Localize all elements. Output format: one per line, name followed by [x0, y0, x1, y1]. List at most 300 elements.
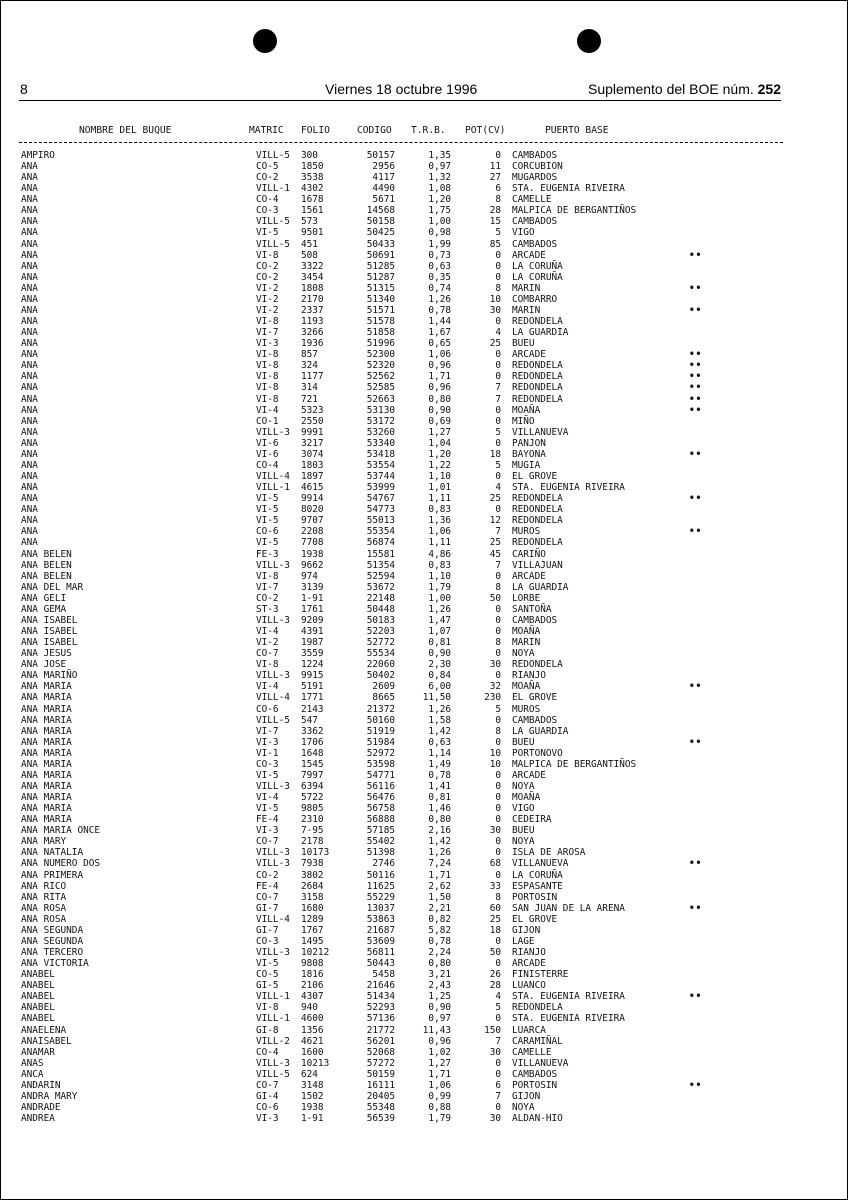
power: 7	[495, 559, 501, 571]
trb: 0,83	[428, 504, 451, 516]
vessel-name: ANA MARIA	[21, 681, 72, 693]
codigo: 50116	[366, 869, 395, 881]
table-row	[1, 704, 847, 715]
codigo: 53554	[366, 459, 395, 471]
trb: 11,43	[422, 1024, 451, 1036]
matric: VI-8	[256, 316, 279, 328]
matric: VILL-3	[256, 426, 290, 438]
vessel-name: ANABEL	[21, 1002, 55, 1014]
power: 0	[495, 349, 501, 361]
table-row	[1, 947, 847, 958]
power: 0	[495, 1102, 501, 1114]
vessel-name: ANA	[21, 371, 38, 383]
vessel-name: ANDRADE	[21, 1102, 61, 1114]
vessel-name: ANA	[21, 482, 38, 494]
marker: ••	[689, 282, 703, 294]
codigo: 51434	[366, 991, 395, 1003]
table-row	[1, 847, 847, 858]
table-row	[1, 792, 847, 803]
vessel-name: ANA	[21, 238, 38, 250]
folio: 3217	[301, 437, 324, 449]
vessel-name: ANA DEL MAR	[21, 581, 84, 593]
trb: 0,65	[428, 338, 451, 350]
folio: 451	[301, 238, 318, 250]
home-port: MARIN	[512, 637, 541, 649]
home-port: SAN JUAN DE LA ARENA	[512, 902, 625, 914]
power: 5	[495, 227, 501, 239]
trb: 0,96	[428, 360, 451, 372]
matric: VILL-3	[256, 670, 290, 682]
matric: VI-4	[256, 792, 279, 804]
codigo: 53172	[366, 415, 395, 427]
matric: GI-8	[256, 1024, 279, 1036]
col-header-puerto: PUERTO BASE	[545, 125, 609, 136]
matric: CO-3	[256, 205, 279, 217]
header-rule	[19, 100, 781, 101]
codigo: 51919	[366, 725, 395, 737]
trb: 3,21	[428, 969, 451, 981]
matric: VILL-5	[256, 150, 290, 161]
power: 0	[495, 360, 501, 372]
table-row	[1, 571, 847, 582]
folio: 2310	[301, 814, 324, 826]
codigo: 55402	[366, 836, 395, 848]
vessel-name: ANA MARIA ONCE	[21, 825, 101, 837]
trb: 1,02	[428, 1046, 451, 1058]
power: 6	[495, 183, 501, 195]
power: 4	[495, 327, 501, 339]
trb: 1,10	[428, 471, 451, 483]
marker: ••	[689, 526, 703, 538]
home-port: REDONDELA	[512, 360, 563, 372]
table-row	[1, 405, 847, 416]
codigo: 2746	[372, 858, 395, 870]
codigo: 55013	[366, 515, 395, 527]
power: 5	[495, 459, 501, 471]
home-port: NOYA	[512, 648, 535, 660]
home-port: EL GROVE	[512, 471, 558, 483]
matric: VI-2	[256, 293, 279, 305]
table-row	[1, 194, 847, 205]
home-port: REDONDELA	[512, 316, 563, 328]
folio: 3158	[301, 891, 324, 903]
folio: 1803	[301, 459, 324, 471]
trb: 1,11	[428, 537, 451, 549]
folio: 2106	[301, 980, 324, 992]
home-port: RIANJO	[512, 947, 546, 959]
vessel-name: ANA MARIA	[21, 769, 72, 781]
home-port: ARCADE	[512, 570, 546, 582]
folio: 6394	[301, 780, 324, 792]
matric: VI-2	[256, 282, 279, 294]
home-port: PORTOSIN	[512, 1079, 558, 1091]
home-port: STA. EUGENIA RIVEIRA	[512, 1013, 625, 1025]
codigo: 54773	[366, 504, 395, 516]
vessel-name: ANA MARIA	[21, 747, 72, 759]
table-row	[1, 637, 847, 648]
power: 0	[495, 271, 501, 283]
table-row	[1, 250, 847, 261]
codigo: 15581	[366, 548, 395, 560]
home-port: CAMBADOS	[512, 238, 558, 250]
table-row	[1, 161, 847, 172]
matric: VI-7	[256, 725, 279, 737]
codigo: 50159	[366, 1068, 395, 1080]
folio: 2208	[301, 526, 324, 538]
folio: 3148	[301, 1079, 324, 1091]
trb: 0,84	[428, 670, 451, 682]
trb: 2,16	[428, 825, 451, 837]
table-row	[1, 216, 847, 227]
folio: 1938	[301, 1102, 324, 1114]
home-port: LA GUARDIA	[512, 327, 569, 339]
home-port: MALPICA DE BERGANTIÑOS	[512, 205, 637, 217]
vessel-name: ANA	[21, 537, 38, 549]
matric: VILL-5	[256, 238, 290, 250]
folio: 9707	[301, 515, 324, 527]
folio: 1987	[301, 637, 324, 649]
vessel-name: ANA MARY	[21, 836, 67, 848]
home-port: LORBE	[512, 592, 541, 604]
folio: 1648	[301, 747, 324, 759]
trb: 1,00	[428, 592, 451, 604]
vessel-name: ANA BELEN	[21, 570, 72, 582]
folio: 1545	[301, 758, 324, 770]
table-row	[1, 471, 847, 482]
folio: 4307	[301, 991, 324, 1003]
trb: 0,99	[428, 1090, 451, 1102]
power: 0	[495, 260, 501, 272]
codigo: 51858	[366, 327, 395, 339]
codigo: 52293	[366, 1002, 395, 1014]
table-row	[1, 858, 847, 869]
trb: 0,90	[428, 404, 451, 416]
home-port: LUARCA	[512, 1024, 546, 1036]
punch-hole-left	[253, 29, 277, 53]
vessel-name: ANA	[21, 471, 38, 483]
matric: CO-2	[256, 271, 279, 283]
home-port: MOAÑA	[512, 792, 541, 804]
col-header-codigo: CODIGO	[357, 125, 392, 136]
folio: 4302	[301, 183, 324, 195]
home-port: RIANJO	[512, 670, 546, 682]
power: 0	[495, 371, 501, 383]
trb: 1,42	[428, 725, 451, 737]
home-port: MOAÑA	[512, 626, 541, 637]
power: 5	[495, 426, 501, 438]
vessel-name: AMPIRO	[21, 150, 55, 161]
table-row	[1, 748, 847, 759]
table-row	[1, 737, 847, 748]
power: 0	[495, 316, 501, 328]
matric: VILL-3	[256, 858, 290, 870]
power: 0	[495, 1057, 501, 1069]
matric: VI-2	[256, 304, 279, 316]
vessel-name: ANCA	[21, 1068, 44, 1080]
codigo: 57136	[366, 1013, 395, 1025]
home-port: MUGARDOS	[512, 172, 558, 184]
power: 30	[489, 1113, 501, 1125]
folio: 1936	[301, 338, 324, 350]
table-row	[1, 814, 847, 825]
vessel-name: ANA NATALIA	[21, 847, 84, 859]
table-row	[1, 482, 847, 493]
table-row	[1, 781, 847, 792]
power: 50	[489, 947, 501, 959]
codigo: 5671	[372, 194, 395, 206]
matric: VI-1	[256, 747, 279, 759]
table-row	[1, 183, 847, 194]
matric: VILL-3	[256, 1057, 290, 1069]
power: 8	[495, 282, 501, 294]
trb: 1,79	[428, 1113, 451, 1125]
codigo: 54767	[366, 493, 395, 505]
marker: ••	[689, 448, 703, 460]
power: 25	[489, 338, 501, 350]
marker: ••	[689, 1079, 703, 1091]
home-port: VIGO	[512, 227, 535, 239]
folio: 1-91	[301, 592, 324, 604]
vessel-name: ANA MARIA	[21, 736, 72, 748]
vessel-name: ANA TERCERO	[21, 947, 84, 959]
codigo: 14568	[366, 205, 395, 217]
trb: 1,06	[428, 349, 451, 361]
matric: CO-2	[256, 592, 279, 604]
codigo: 50425	[366, 227, 395, 239]
table-row	[1, 560, 847, 571]
folio: 1-91	[301, 1113, 324, 1125]
vessel-name: ANA MARIA	[21, 703, 72, 715]
header-dashed-rule	[19, 142, 783, 143]
power: 30	[489, 1046, 501, 1058]
folio: 4615	[301, 482, 324, 494]
matric: CO-6	[256, 1102, 279, 1114]
matric: VI-8	[256, 349, 279, 361]
table-row	[1, 338, 847, 349]
vessel-name: ANA	[21, 382, 38, 394]
power: 8	[495, 194, 501, 206]
folio: 4621	[301, 1035, 324, 1047]
matric: VILL-3	[256, 847, 290, 859]
power: 4	[495, 482, 501, 494]
matric: VILL-4	[256, 692, 290, 704]
trb: 0,63	[428, 260, 451, 272]
trb: 0,88	[428, 1102, 451, 1114]
power: 7	[495, 1090, 501, 1102]
table-row	[1, 648, 847, 659]
home-port: CEDEIRA	[512, 814, 552, 826]
table-row	[1, 526, 847, 537]
power: 0	[495, 769, 501, 781]
codigo: 4117	[372, 172, 395, 184]
power: 0	[495, 836, 501, 848]
vessel-name: ANA	[21, 393, 38, 405]
home-port: ARCADE	[512, 349, 546, 361]
matric: VI-8	[256, 249, 279, 261]
power: 0	[495, 803, 501, 815]
table-row	[1, 958, 847, 969]
trb: 1,08	[428, 183, 451, 195]
table-row	[1, 272, 847, 283]
folio: 9914	[301, 493, 324, 505]
matric: VI-8	[256, 382, 279, 394]
folio: 547	[301, 714, 318, 726]
vessel-name: ANA MARIA	[21, 814, 72, 826]
trb: 1,14	[428, 747, 451, 759]
matric: VILL-3	[256, 559, 290, 571]
power: 8	[495, 637, 501, 649]
codigo: 11625	[366, 880, 395, 892]
power: 25	[489, 537, 501, 549]
vessel-name: ANA	[21, 194, 38, 206]
power: 7	[495, 526, 501, 538]
folio: 3802	[301, 869, 324, 881]
folio: 3322	[301, 260, 324, 272]
power: 50	[489, 592, 501, 604]
power: 4	[495, 991, 501, 1003]
trb: 1,26	[428, 703, 451, 715]
codigo: 51287	[366, 271, 395, 283]
vessel-name: ANA MARIA	[21, 758, 72, 770]
vessel-name: ANA ROSA	[21, 913, 67, 925]
vessel-name: ANA	[21, 316, 38, 328]
vessel-name: ANA	[21, 227, 38, 239]
trb: 0,80	[428, 958, 451, 970]
power: 0	[495, 249, 501, 261]
publication-date: Viernes 18 octubre 1996	[325, 81, 478, 97]
folio: 314	[301, 382, 318, 394]
codigo: 52562	[366, 371, 395, 383]
table-row	[1, 327, 847, 338]
matric: VI-2	[256, 637, 279, 649]
folio: 1897	[301, 471, 324, 483]
codigo: 52320	[366, 360, 395, 372]
codigo: 56811	[366, 947, 395, 959]
vessel-name: ANA	[21, 271, 38, 283]
trb: 0,73	[428, 249, 451, 261]
folio: 9808	[301, 958, 324, 970]
folio: 1767	[301, 924, 324, 936]
home-port: NOYA	[512, 836, 535, 848]
matric: CO-6	[256, 703, 279, 715]
home-port: BAYONA	[512, 448, 546, 460]
matric: VILL-5	[256, 714, 290, 726]
codigo: 22060	[366, 659, 395, 671]
table-row	[1, 1069, 847, 1080]
vessel-name: ANA	[21, 448, 38, 460]
power: 0	[495, 437, 501, 449]
table-row	[1, 239, 847, 250]
folio: 508	[301, 249, 318, 261]
codigo: 16111	[366, 1079, 395, 1091]
table-row	[1, 1025, 847, 1036]
folio: 1502	[301, 1090, 324, 1102]
matric: VI-5	[256, 803, 279, 815]
codigo: 50183	[366, 614, 395, 626]
matric: VI-6	[256, 437, 279, 449]
folio: 5191	[301, 681, 324, 693]
matric: VI-8	[256, 371, 279, 383]
table-row	[1, 881, 847, 892]
folio: 3538	[301, 172, 324, 184]
table-row	[1, 371, 847, 382]
trb: 0,74	[428, 282, 451, 294]
table-row	[1, 604, 847, 615]
trb: 1,41	[428, 780, 451, 792]
trb: 0,83	[428, 559, 451, 571]
codigo: 53609	[366, 935, 395, 947]
matric: VILL-3	[256, 614, 290, 626]
trb: 2,30	[428, 659, 451, 671]
vessel-name: ANA MARIA	[21, 780, 72, 792]
power: 18	[489, 924, 501, 936]
home-port: REDONDELA	[512, 393, 563, 405]
power: 45	[489, 548, 501, 560]
supplement-prefix: Suplemento del BOE núm.	[587, 81, 754, 97]
folio: 2178	[301, 836, 324, 848]
power: 0	[495, 1013, 501, 1025]
power: 0	[495, 670, 501, 682]
home-port: EL GROVE	[512, 913, 558, 925]
table-row	[1, 836, 847, 847]
power: 0	[495, 714, 501, 726]
matric: CO-7	[256, 836, 279, 848]
table-row	[1, 294, 847, 305]
home-port: VILLAJUAN	[512, 559, 563, 571]
matric: FE-3	[256, 548, 279, 560]
table-row	[1, 305, 847, 316]
folio: 1356	[301, 1024, 324, 1036]
codigo: 53340	[366, 437, 395, 449]
matric: CO-2	[256, 869, 279, 881]
power: 60	[489, 902, 501, 914]
vessel-name: ANA MARIA	[21, 725, 72, 737]
folio: 2170	[301, 293, 324, 305]
matric: VI-5	[256, 504, 279, 516]
matric: CO-7	[256, 891, 279, 903]
vessel-name: ANA	[21, 493, 38, 505]
home-port: GIJON	[512, 924, 541, 936]
folio: 7997	[301, 769, 324, 781]
table-row	[1, 870, 847, 881]
codigo: 51984	[366, 736, 395, 748]
codigo: 52594	[366, 570, 395, 582]
table-row	[1, 1047, 847, 1058]
power: 7	[495, 382, 501, 394]
home-port: STA. EUGENIA RIVEIRA	[512, 482, 625, 494]
matric: GI-5	[256, 980, 279, 992]
power: 0	[495, 792, 501, 804]
vessel-name: ANABEL	[21, 1013, 55, 1025]
vessel-name: ANA	[21, 249, 38, 261]
trb: 2,21	[428, 902, 451, 914]
folio: 300	[301, 150, 318, 161]
vessel-name: ANA SEGUNDA	[21, 935, 84, 947]
trb: 1,10	[428, 570, 451, 582]
table-row	[1, 261, 847, 272]
home-port: ESPASANTE	[512, 880, 563, 892]
punch-hole-right	[577, 29, 601, 53]
vessel-name: ANAS	[21, 1057, 44, 1069]
vessel-name: ANA JOSE	[21, 659, 67, 671]
table-row	[1, 1080, 847, 1091]
folio: 1495	[301, 935, 324, 947]
matric: VILL-3	[256, 780, 290, 792]
trb: 1,71	[428, 371, 451, 383]
home-port: CAMBADOS	[512, 714, 558, 726]
matric: VILL-4	[256, 471, 290, 483]
table-row	[1, 903, 847, 914]
